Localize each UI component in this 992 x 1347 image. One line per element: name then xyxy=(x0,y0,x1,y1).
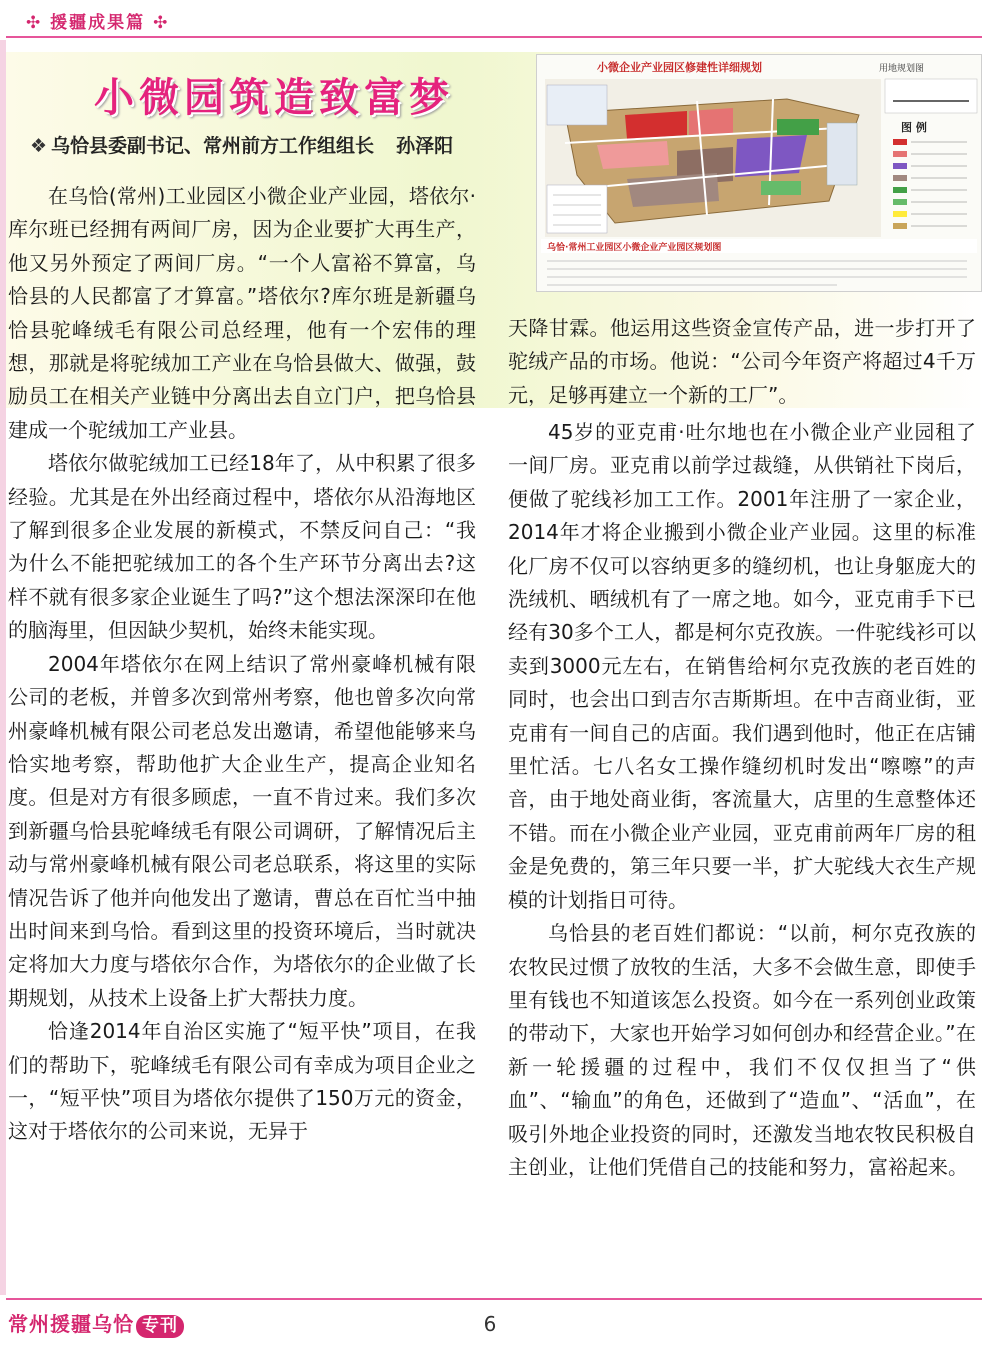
footer-publication-title xyxy=(8,1308,184,1338)
footer-title-badge: 专刊 xyxy=(136,1315,184,1338)
paragraph: 恰逢2014年自治区实施了“短平快”项目，在我们的帮助下，驼峰绒毛有限公司有幸成为项目企业之一，“短平快”项目为塔依尔提供了150万元的资金，这对于塔依尔的公司来说，无异于 xyxy=(8,1019,476,1144)
article-column-right xyxy=(508,416,976,1184)
bottom-rule xyxy=(6,1298,982,1300)
diamond-bullet-icon: ❖ xyxy=(30,135,48,157)
paragraph: 塔依尔做驼绒加工已经18年了，从中积累了很多经验。尤其是在外出经商过程中，塔依尔从沿海地区了解到很多企业发展的新模式，不禁反问自己：“我为什么不能把驼绒加工的各个生产环节分离出去?这样不就有很多家企业诞生了吗?”这个想法深深印在他的脑海里，但因缺少契机，始终未能实现。 xyxy=(8,451,476,643)
paragraph: 2004年塔依尔在网上结识了常州豪峰机械有限公司的老板，并曾多次到常州考察，他也曾多次向常州豪峰机械有限公司老总发出邀请，希望他能够来乌恰实地考察，帮助他扩大企业生产，提高企业知名度。但是对方有很多顾虑，一直不肯过来。我们多次到新疆乌恰县驼峰绒毛有限公司调研，了解情况后主动与常州豪峰机械有限公司老总联系，将这里的实际情况告诉了他并向他发出了邀请，曹总在百忙当中抽出时间来到乌恰。看到这里的投资环境后，当时就决定将加大力度与塔依尔合作，为塔依尔的企业做了长期规划，从技术上设备上扩大帮扶力度。 xyxy=(8,651,476,1010)
plan-subtitle: 用地规划图 xyxy=(879,64,925,74)
article-column-left xyxy=(8,180,476,1149)
section-label: ✣ 援疆成果篇 ✣ xyxy=(26,13,170,33)
planning-map-image xyxy=(536,54,982,292)
plan-legend-title: 图 例 xyxy=(901,121,927,134)
paragraph: 在乌恰(常州)工业园区小微企业产业园，塔依尔·库尔班已经拥有两间厂房，因为企业要扩大再生产，他又另外预定了两间厂房。“一个人富裕不算富，乌恰县的人民都富了才算富。”塔依尔?库尔班是新疆乌恰县驼峰绒毛有限公司总经理，他有一个宏伟的理想，那就是将驼绒加工产业在乌恰县做大、做强，鼓励员工在相关产业链中分离出去自立门户，把乌恰县建成一个驼绒加工产业县。 xyxy=(8,184,476,442)
top-rule xyxy=(6,36,982,38)
article-column-right-continued xyxy=(508,312,976,412)
byline-author: 孙泽阳 xyxy=(396,135,454,157)
planning-map-svg xyxy=(537,55,981,291)
byline-role: 乌恰县委副书记、常州前方工作组组长 xyxy=(51,135,375,157)
paragraph: 45岁的亚克甫·吐尔地也在小微企业产业园租了一间厂房。亚克甫以前学过裁缝，从供销社下岗后，便做了驼线衫加工工作。2001年注册了一家企业，2014年才将企业搬到小微企业产业园。这里的标准化厂房不仅可以容纳更多的缝纫机，也让身躯庞大的洗绒机、晒绒机有了一席之地。如今，亚克甫手下已经有30多个工人，都是柯尔克孜族。一件驼线衫可以卖到3000元左右，在销售给柯尔克孜族的老百姓的同时，也会出口到吉尔吉斯斯坦。在中吉商业街，亚克甫有一间自己的店面。我们遇到他时，他正在店铺里忙活。七八名女工操作缝纫机时发出“嚓嚓”的声音，由于地处商业街，客流量大，店里的生意整体还不错。而在小微企业产业园，亚克甫前两年厂房的租金是免费的，第三年只要一半，扩大驼线大衣生产规模的计划指日可待。 xyxy=(508,420,976,912)
byline xyxy=(30,131,530,161)
paragraph: 乌恰县的老百姓们都说：“以前，柯尔克孜族的农牧民过惯了放牧的生活，大多不会做生意，即使手里有钱也不知道该怎么投资。如今在一系列创业政策的带动下，大家也开始学习如何创办和经营企业。”在新一轮援疆的过程中，我们不仅仅担当了“供血”、“输血”的角色，还做到了“造血”、“活血”，在吸引外地企业投资的同时，还激发当地农牧民积极自主创业，让他们凭借自己的技能和努力，富裕起来。 xyxy=(508,921,976,1179)
page-number: 6 xyxy=(483,1312,497,1336)
paragraph-continued: 天降甘霖。他运用这些资金宣传产品，进一步打开了驼绒产品的市场。他说：“公司今年资产将超过4千万元，足够再建立一个新的工厂”。 xyxy=(508,316,976,407)
footer-title-text: 常州援疆乌恰 xyxy=(8,1312,134,1336)
plan-title: 小微企业产业园区修建性详细规划 xyxy=(597,61,762,74)
article-title: 小微园筑造致富梦 xyxy=(94,74,454,121)
plan-banner: 乌恰·常州工业园区小微企业产业园区规划图 xyxy=(547,243,722,253)
